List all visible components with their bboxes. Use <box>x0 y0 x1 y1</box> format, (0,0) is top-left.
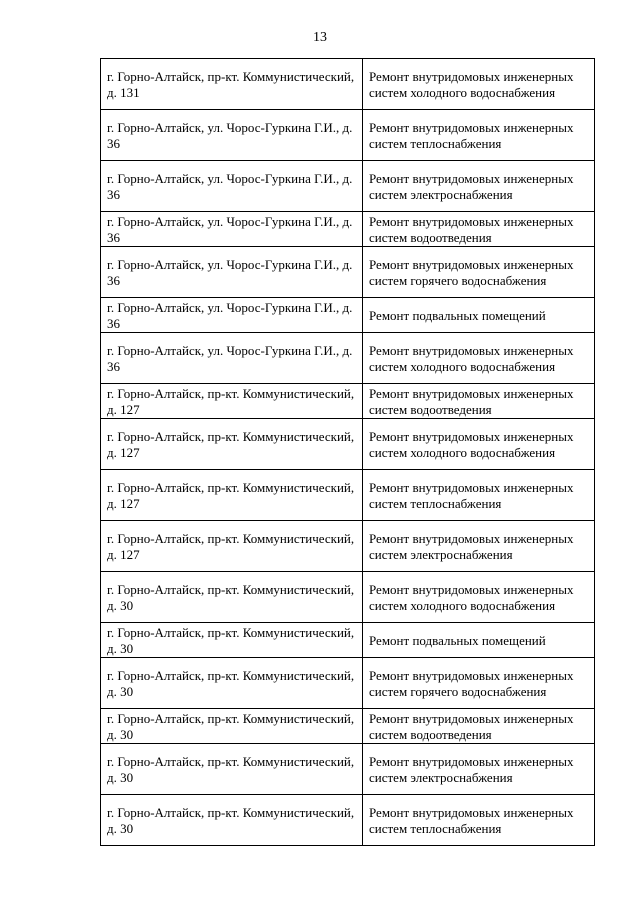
work-type-cell: Ремонт внутридомовых инженерных систем холодного водоснабжения <box>363 419 595 470</box>
address-cell: г. Горно-Алтайск, ул. Чорос-Гуркина Г.И., д. 36 <box>101 212 363 247</box>
table-row <box>101 384 595 419</box>
table-row <box>101 333 595 384</box>
work-type-cell: Ремонт внутридомовых инженерных систем водоотведения <box>363 384 595 419</box>
table-row <box>101 572 595 623</box>
work-type-cell: Ремонт внутридомовых инженерных систем горячего водоснабжения <box>363 247 595 298</box>
page-number: 13 <box>313 30 327 45</box>
table-row <box>101 470 595 521</box>
work-type-cell: Ремонт внутридомовых инженерных систем электроснабжения <box>363 161 595 212</box>
work-type-cell: Ремонт подвальных помещений <box>363 623 595 658</box>
address-cell: г. Горно-Алтайск, ул. Чорос-Гуркина Г.И., д. 36 <box>101 110 363 161</box>
table-row <box>101 212 595 247</box>
work-type-cell: Ремонт внутридомовых инженерных систем теплоснабжения <box>363 470 595 521</box>
work-type-cell: Ремонт внутридомовых инженерных систем электроснабжения <box>363 521 595 572</box>
address-cell: г. Горно-Алтайск, ул. Чорос-Гуркина Г.И., д. 36 <box>101 161 363 212</box>
table-row <box>101 298 595 333</box>
table-row <box>101 709 595 744</box>
work-type-cell: Ремонт внутридомовых инженерных систем горячего водоснабжения <box>363 658 595 709</box>
work-type-cell: Ремонт подвальных помещений <box>363 298 595 333</box>
address-cell: г. Горно-Алтайск, пр-кт. Коммунистический, д. 30 <box>101 658 363 709</box>
table-row <box>101 59 595 110</box>
address-cell: г. Горно-Алтайск, пр-кт. Коммунистический, д. 127 <box>101 419 363 470</box>
table-row <box>101 161 595 212</box>
address-cell: г. Горно-Алтайск, пр-кт. Коммунистический, д. 131 <box>101 59 363 110</box>
address-cell: г. Горно-Алтайск, пр-кт. Коммунистический, д. 30 <box>101 572 363 623</box>
table-row <box>101 658 595 709</box>
work-type-cell: Ремонт внутридомовых инженерных систем электроснабжения <box>363 744 595 795</box>
address-cell: г. Горно-Алтайск, пр-кт. Коммунистический, д. 30 <box>101 795 363 846</box>
address-cell: г. Горно-Алтайск, пр-кт. Коммунистический, д. 127 <box>101 384 363 419</box>
address-cell: г. Горно-Алтайск, пр-кт. Коммунистический, д. 127 <box>101 470 363 521</box>
address-cell: г. Горно-Алтайск, пр-кт. Коммунистический, д. 30 <box>101 709 363 744</box>
table-row <box>101 521 595 572</box>
table-row <box>101 419 595 470</box>
address-cell: г. Горно-Алтайск, ул. Чорос-Гуркина Г.И., д. 36 <box>101 247 363 298</box>
address-cell: г. Горно-Алтайск, пр-кт. Коммунистический, д. 127 <box>101 521 363 572</box>
table-row <box>101 795 595 846</box>
works-table <box>100 58 595 846</box>
work-type-cell: Ремонт внутридомовых инженерных систем водоотведения <box>363 212 595 247</box>
address-cell: г. Горно-Алтайск, пр-кт. Коммунистический, д. 30 <box>101 623 363 658</box>
address-cell: г. Горно-Алтайск, ул. Чорос-Гуркина Г.И., д. 36 <box>101 298 363 333</box>
address-cell: г. Горно-Алтайск, ул. Чорос-Гуркина Г.И., д. 36 <box>101 333 363 384</box>
table-row <box>101 247 595 298</box>
work-type-cell: Ремонт внутридомовых инженерных систем водоотведения <box>363 709 595 744</box>
work-type-cell: Ремонт внутридомовых инженерных систем холодного водоснабжения <box>363 572 595 623</box>
work-type-cell: Ремонт внутридомовых инженерных систем холодного водоснабжения <box>363 59 595 110</box>
table-row <box>101 110 595 161</box>
table-row <box>101 744 595 795</box>
table-row <box>101 623 595 658</box>
work-type-cell: Ремонт внутридомовых инженерных систем теплоснабжения <box>363 795 595 846</box>
work-type-cell: Ремонт внутридомовых инженерных систем теплоснабжения <box>363 110 595 161</box>
address-cell: г. Горно-Алтайск, пр-кт. Коммунистический, д. 30 <box>101 744 363 795</box>
work-type-cell: Ремонт внутридомовых инженерных систем холодного водоснабжения <box>363 333 595 384</box>
